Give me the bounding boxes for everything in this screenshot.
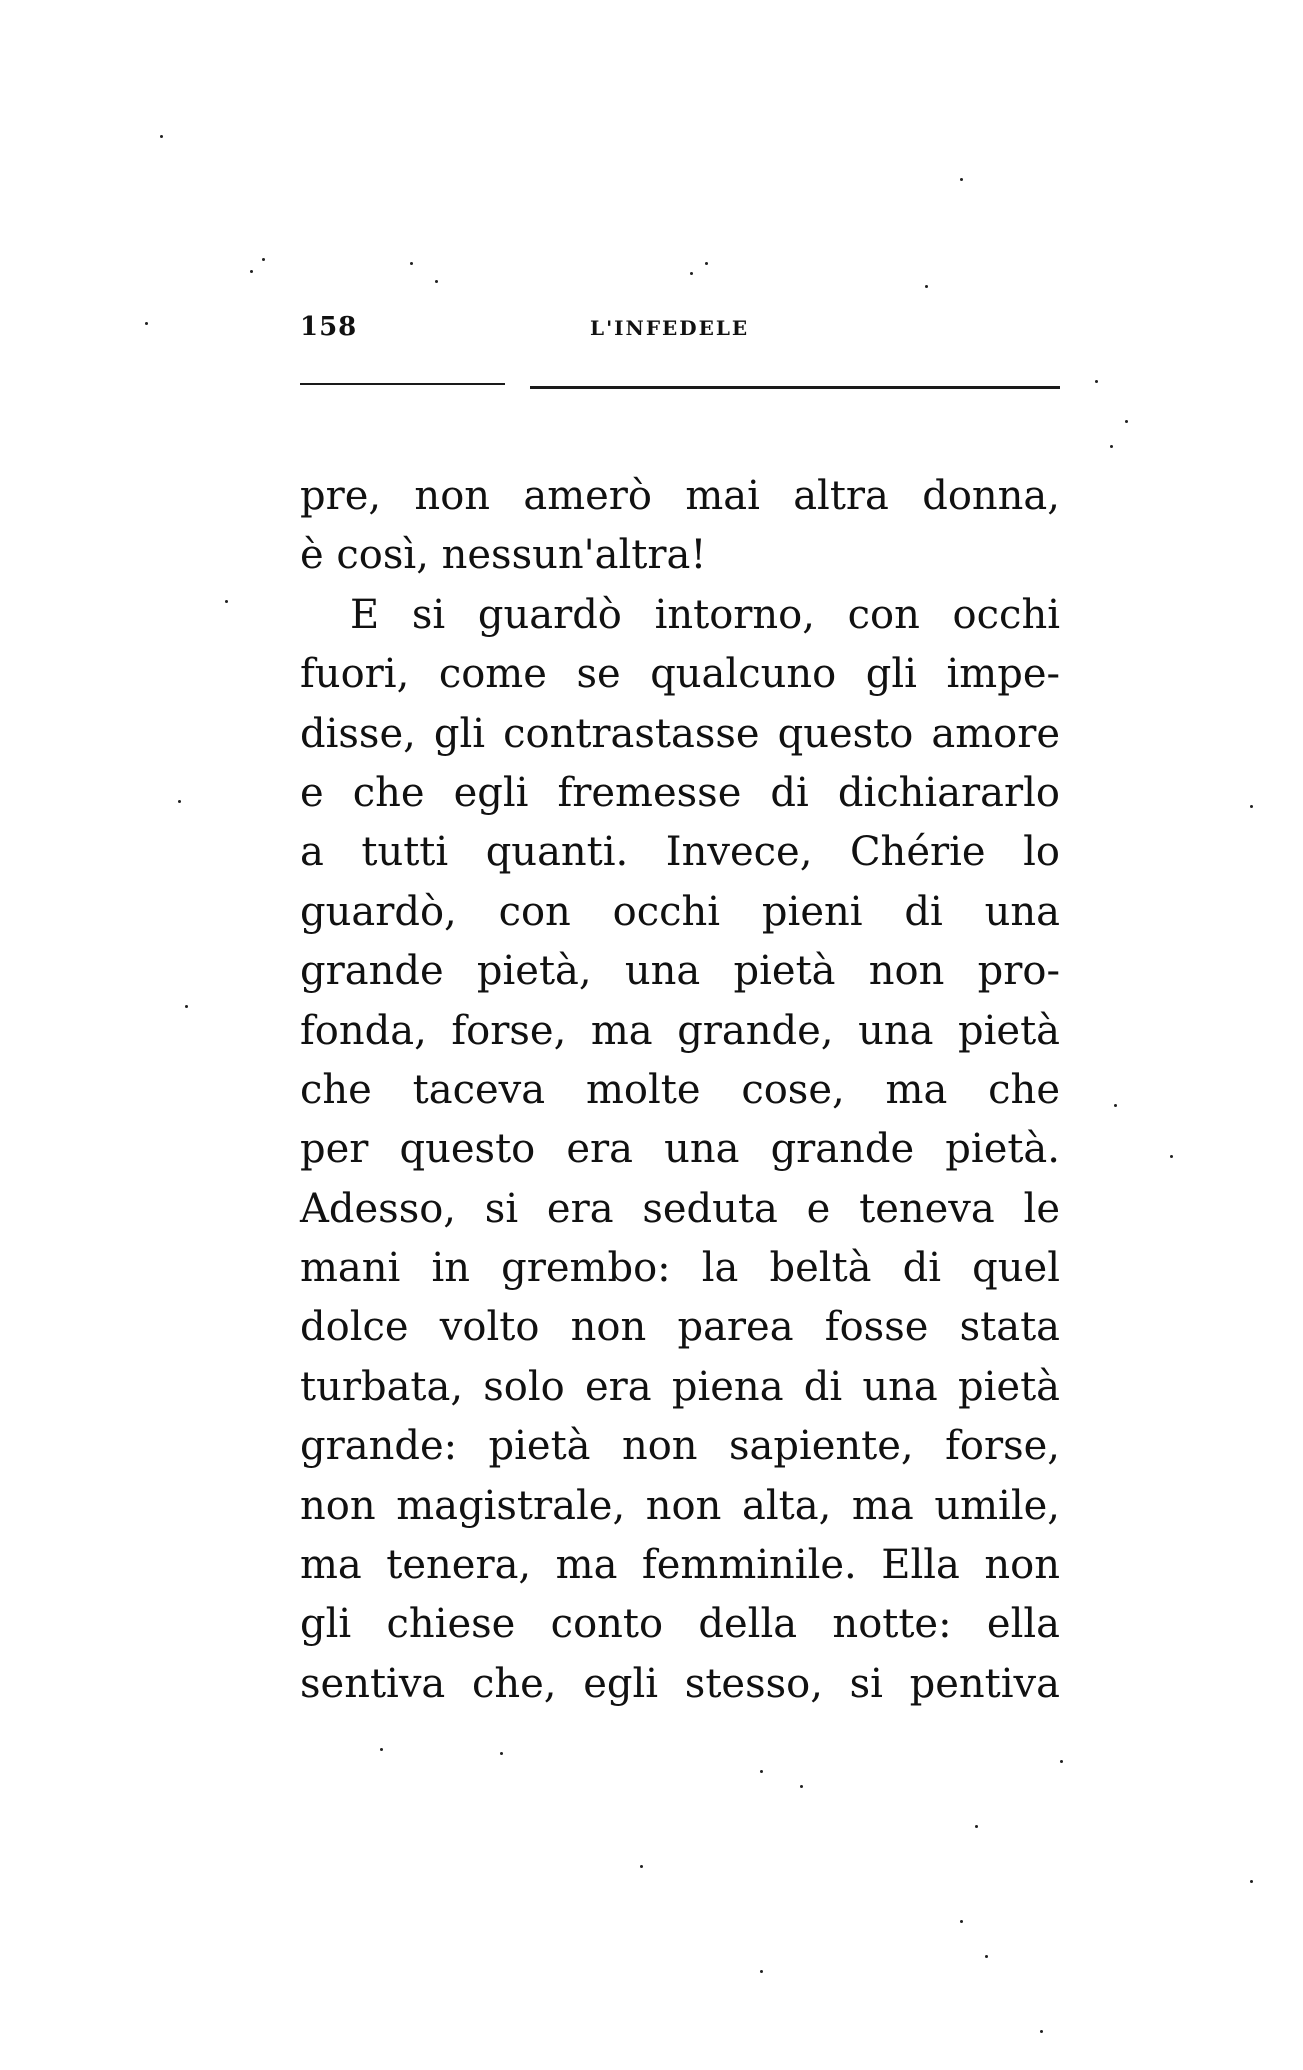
scan-speck bbox=[225, 600, 228, 603]
scan-speck bbox=[960, 1920, 963, 1923]
header-rule-left bbox=[300, 383, 505, 385]
scan-speck bbox=[690, 272, 693, 275]
scan-speck bbox=[145, 322, 148, 325]
scan-speck bbox=[380, 1748, 383, 1751]
page-number: 158 bbox=[300, 312, 358, 342]
scan-speck bbox=[178, 800, 181, 803]
scan-speck bbox=[1040, 2030, 1043, 2033]
text-line: mani in grembo: la beltà di quel bbox=[300, 1245, 1060, 1292]
text-line: fonda, forse, ma grande, una pietà bbox=[300, 1007, 1060, 1054]
scan-speck bbox=[160, 135, 163, 138]
text-line: fuori, come se qualcuno gli impe- bbox=[300, 651, 1060, 698]
text-line: disse, gli contrastasse questo amore bbox=[300, 710, 1060, 757]
scan-speck bbox=[960, 178, 963, 181]
scan-speck bbox=[1250, 1880, 1253, 1883]
text-line: Adesso, si era seduta e teneva le bbox=[300, 1185, 1060, 1232]
running-title: L'INFEDELE bbox=[590, 316, 750, 340]
scan-speck bbox=[500, 1752, 503, 1755]
scan-speck bbox=[640, 1865, 643, 1868]
scan-speck bbox=[1095, 380, 1098, 383]
scan-speck bbox=[435, 280, 438, 283]
scan-speck bbox=[975, 1825, 978, 1828]
scan-speck bbox=[1060, 1760, 1063, 1763]
text-line: guardò, con occhi pieni di una bbox=[300, 888, 1060, 935]
scan-speck bbox=[925, 285, 928, 288]
text-line: turbata, solo era piena di una pietà bbox=[300, 1363, 1060, 1410]
scan-speck bbox=[185, 1005, 188, 1008]
text-line: gli chiese conto della notte: ella bbox=[300, 1601, 1060, 1648]
text-line: a tutti quanti. Invece, Chérie lo bbox=[300, 829, 1060, 876]
scan-speck bbox=[705, 262, 708, 265]
text-line: per questo era una grande pietà. bbox=[300, 1126, 1060, 1173]
scan-speck bbox=[800, 1785, 803, 1788]
scan-speck bbox=[1114, 1104, 1117, 1107]
scan-speck bbox=[1110, 445, 1113, 448]
text-line: E si guardò intorno, con occhi bbox=[350, 591, 1060, 638]
scan-speck bbox=[262, 258, 265, 261]
scan-speck bbox=[760, 1970, 763, 1973]
scan-speck bbox=[250, 270, 253, 273]
scan-speck bbox=[1250, 805, 1253, 808]
text-line: che taceva molte cose, ma che bbox=[300, 1066, 1060, 1113]
text-line: pre, non amerò mai altra donna, bbox=[300, 473, 1060, 519]
text-line: grande: pietà non sapiente, forse, bbox=[300, 1423, 1060, 1470]
scan-speck bbox=[760, 1770, 763, 1773]
scan-speck bbox=[410, 262, 413, 265]
scan-speck bbox=[985, 1955, 988, 1958]
text-line: sentiva che, egli stesso, si pentiva bbox=[300, 1660, 1060, 1707]
scan-speck bbox=[1125, 420, 1128, 423]
text-line: e che egli fremesse di dichiararlo bbox=[300, 769, 1060, 816]
header-rule-right bbox=[530, 386, 1060, 389]
text-line: ma tenera, ma femminile. Ella non bbox=[300, 1542, 1060, 1589]
text-line: è così, nessun'altra! bbox=[300, 532, 707, 579]
scan-speck bbox=[1170, 1155, 1173, 1158]
text-line: dolce volto non parea fosse stata bbox=[300, 1304, 1060, 1351]
page-header bbox=[300, 312, 1070, 352]
text-line: non magistrale, non alta, ma umile, bbox=[300, 1482, 1060, 1529]
text-line: grande pietà, una pietà non pro- bbox=[300, 948, 1060, 995]
body-text bbox=[300, 467, 1060, 1714]
